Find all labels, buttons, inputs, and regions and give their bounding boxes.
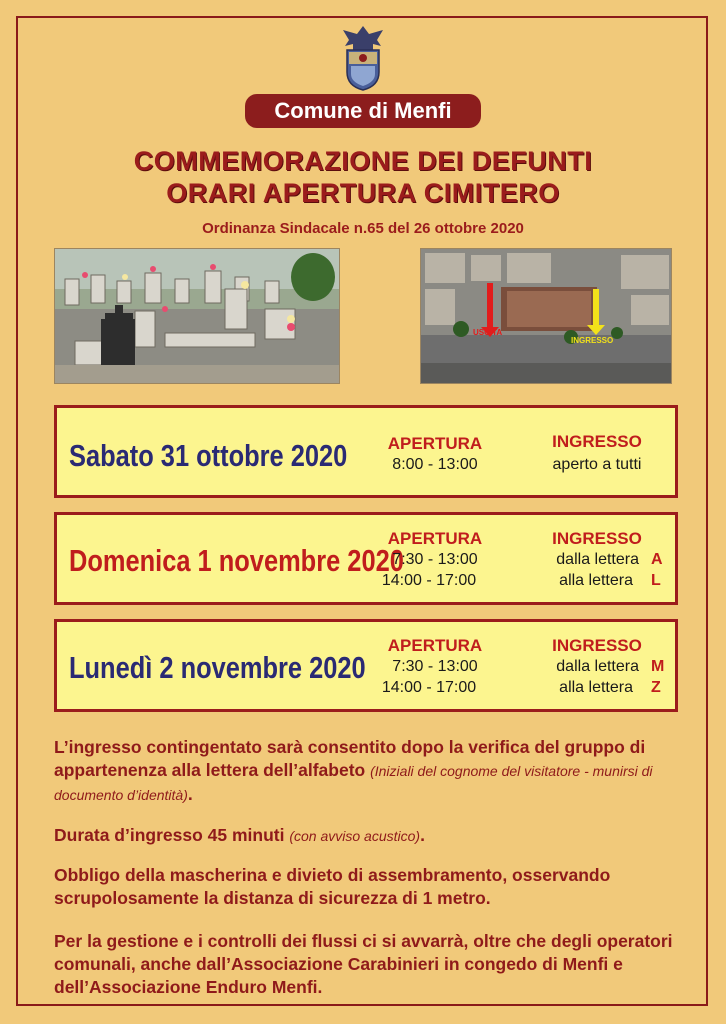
note-access-detail: (Iniziali del cognome del visitatore - munirsi di documento d’identità) (54, 763, 653, 803)
schedule-box-saturday (54, 405, 678, 498)
opening-label: APERTURA (387, 434, 483, 453)
map-entrance-label: INGRESSO (571, 336, 614, 345)
note-access-main: L’ingresso contingentato sarà consentito dopo la verifica del gruppo di appartenenza alla lettera dell’alfabeto (54, 737, 646, 780)
map-exit-label: USCITA (473, 328, 503, 337)
ordinance-reference: Ordinanza Sindacale n.65 del 26 ottobre 2020 (202, 220, 524, 237)
opening-hours: 8:00 - 13:00 (392, 456, 478, 473)
entry-from-letter: M (651, 658, 665, 675)
entry-label: INGRESSO (552, 529, 642, 548)
note-duration-main: Durata d’ingresso 45 minuti (54, 825, 285, 845)
entry-to: alla lettera (559, 679, 633, 696)
schedule-box-monday (54, 619, 678, 712)
entry-from: dalla lettera (556, 658, 639, 675)
page-title-line1: COMMEMORAZIONE DEI DEFUNTI (133, 146, 593, 176)
page-title-line2: ORARI APERTURA CIMITERO (166, 178, 560, 208)
note-duration-detail: (con avviso acustico) (289, 828, 421, 844)
municipality-badge: Comune di Menfi (245, 94, 481, 128)
note-access-rule (54, 736, 684, 807)
opening-hours-morning: 7:30 - 13:00 (392, 551, 478, 568)
opening-hours-afternoon: 14:00 - 17:00 (381, 679, 477, 696)
entry-from-letter: A (651, 551, 663, 568)
opening-hours-morning: 7:30 - 13:00 (392, 658, 478, 675)
cemetery-aerial-map (420, 248, 672, 384)
note-management: Per la gestione e i controlli dei flussi ci si avvarrà, oltre che degli operatori comunali, anche dall’Associazione Carabinieri in congedo di Menfi e dell’Associazione Enduro Menfi. (54, 931, 673, 997)
cemetery-photo (54, 248, 340, 384)
schedule-box-sunday (54, 512, 678, 605)
entry-label: INGRESSO (552, 636, 642, 655)
schedule-day: Lunedì 2 novembre 2020 (69, 650, 366, 685)
opening-label: APERTURA (387, 529, 483, 548)
entry-to-letter: Z (651, 679, 661, 696)
entry-from: dalla lettera (556, 551, 639, 568)
note-access-end: . (187, 784, 193, 804)
note-duration (54, 824, 684, 848)
municipal-crest-icon (335, 24, 391, 92)
entry-to: alla lettera (559, 572, 633, 589)
opening-label: APERTURA (387, 636, 483, 655)
entry-label: INGRESSO (552, 432, 642, 451)
note-mask-rule: Obbligo della mascherina e divieto di assembramento, osservando scrupolosamente la distanza di sicurezza di 1 metro. (54, 865, 611, 908)
entry-rule: aperto a tutti (552, 456, 642, 473)
schedule-day: Sabato 31 ottobre 2020 (69, 438, 348, 473)
schedule-day: Domenica 1 novembre 2020 (69, 543, 404, 578)
entry-to-letter: L (651, 572, 661, 589)
note-duration-end: . (420, 825, 425, 845)
opening-hours-afternoon: 14:00 - 17:00 (381, 572, 477, 589)
